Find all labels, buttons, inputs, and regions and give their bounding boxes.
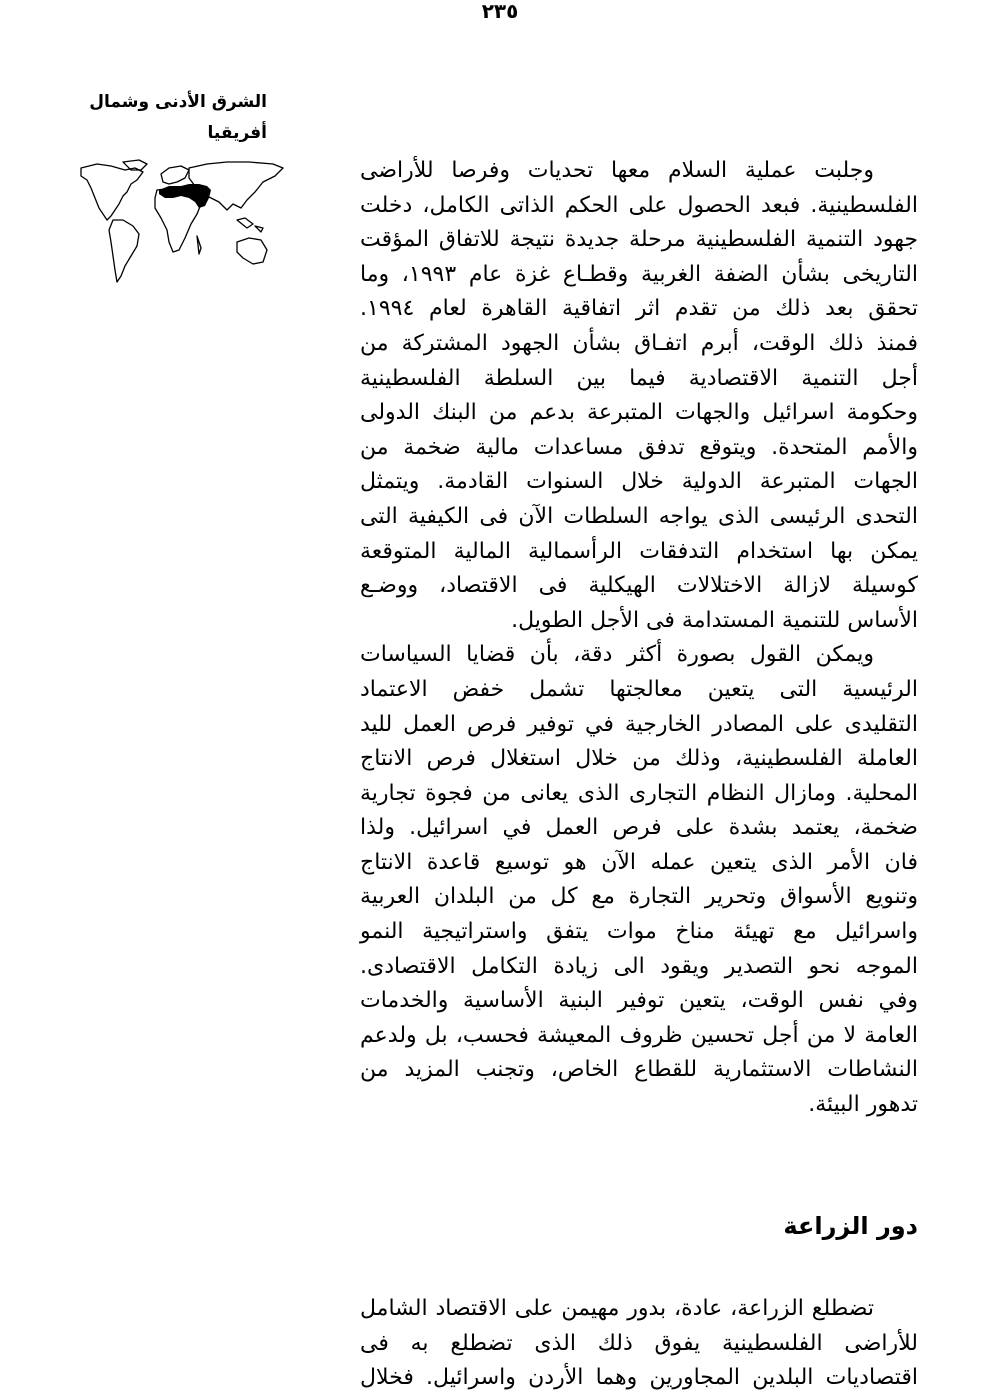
text-line: وتنويع الأسواق وتحرير التجارة مع كل من البلدان العربية bbox=[360, 884, 918, 910]
region-sidebar bbox=[65, 82, 285, 144]
text-line: ويمكن القول بصورة أكثر دقة، بأن قضايا السياسات bbox=[360, 642, 874, 668]
mena-highlight bbox=[159, 184, 211, 208]
main-text-column bbox=[360, 154, 918, 1123]
text-line: تدهور البيئة. bbox=[808, 1092, 918, 1118]
text-line: العاملة الفلسطينية، وذلك من خلال استغلال فرص الانتاج bbox=[360, 746, 918, 772]
text-line: للأراضى الفلسطينية يفوق ذلك الذى تضطلع به فى bbox=[360, 1330, 918, 1356]
text-line: النشاطات الاستثمارية للقطاع الخاص، وتجنب المزيد من bbox=[360, 1057, 918, 1083]
text-line: الأساس للتنمية المستدامة فى الأجل الطويل. bbox=[511, 607, 918, 633]
text-line: التقليدى على المصادر الخارجية في توفير فرص العمل لليد bbox=[360, 711, 918, 737]
australia-shape bbox=[237, 238, 267, 264]
text-line: الرئيسية التى يتعين معالجتها تشمل خفض الاعتماد bbox=[360, 676, 918, 702]
text-line: أجل التنمية الاقتصادية فيما بين السلطة الفلسطينية bbox=[360, 365, 918, 391]
text-line: المحلية. ومازال النظام التجارى الذى يعانى من فجوة تجارية bbox=[360, 780, 918, 806]
text-line: واسرائيل مع تهيئة مناخ موات يتفق واستراتيجية النمو bbox=[360, 919, 918, 945]
paragraph-3 bbox=[360, 1292, 918, 1396]
text-line: فان الأمر الذى يتعين عمله الآن هو توسيع قاعدة الانتاج bbox=[360, 849, 918, 875]
text-line: اقتصاديات البلدين المجاورين وهما الأردن واسرائيل. فخلال bbox=[360, 1365, 918, 1391]
text-line: فمنذ ذلك الوقت، أبرم اتفـاق بشأن الجهود المشتركة من bbox=[360, 330, 918, 356]
region-title-line2: أفريقيا bbox=[207, 123, 267, 143]
region-title-line1: الشرق الأدنى وشمال bbox=[89, 92, 267, 112]
text-line: والأمم المتحدة. ويتوقع تدفق مساعدات مالية ضخمة من bbox=[360, 434, 918, 460]
text-line: ضخمة، يعتمد بشدة على فرص العمل في اسرائيل. ولذا bbox=[360, 815, 918, 841]
south-america-shape bbox=[109, 220, 139, 282]
text-line: العامة لا من أجل تحسين ظروف المعيشة فحسب، بل ولدعم bbox=[360, 1022, 918, 1048]
islands-shape bbox=[197, 218, 263, 254]
page-number: ٢٣٥ bbox=[481, 0, 519, 23]
text-line: الفلسطينية. فبعد الحصول على الحكم الذاتى الكامل، دخلت bbox=[360, 192, 918, 218]
section-heading: دور الزراعة bbox=[783, 1212, 918, 1240]
text-line: وحكومة اسرائيل والجهات المتبرعة بدعم من البنك الدولى bbox=[360, 400, 918, 426]
text-line: كوسيلة لازالة الاختلالات الهيكلية فى الاقتصاد، ووضـع bbox=[360, 573, 918, 599]
text-line: الجهات المتبرعة الدولية خلال السنوات القادمة. ويتمثل bbox=[360, 469, 918, 495]
text-line: التاريخى بشأن الضفة الغربية وقطـاع غزة عام ١٩٩٣، وما bbox=[360, 261, 918, 287]
paragraph-1 bbox=[360, 154, 918, 638]
text-line: تحقق بعد ذلك من تقدم اثر اتفاقية القاهرة لعام ١٩٩٤. bbox=[360, 296, 918, 322]
paragraph-2 bbox=[360, 638, 918, 1122]
text-line: تضطلع الزراعة، عادة، بدور مهيمن على الاقتصاد الشامل bbox=[360, 1296, 874, 1321]
north-america-shape bbox=[81, 164, 143, 220]
europe-shape bbox=[161, 166, 189, 184]
text-line: جهود التنمية الفلسطينية مرحلة جديدة نتيجة للاتفاق المؤقت bbox=[360, 227, 918, 253]
text-line: يمكن بها استخدام التدفقات الرأسمالية المالية المتوقعة bbox=[360, 538, 918, 564]
text-line: الموجه نحو التصدير ويقود الى زيادة التكامل الاقتصادى. bbox=[360, 953, 918, 979]
text-line: وجلبت عملية السلام معها تحديات وفرصا للأراضى bbox=[360, 158, 874, 183]
text-line: التحدى الرئيسى الذى يواجه السلطات الآن فى الكيفية التى bbox=[360, 503, 918, 529]
text-line: وفي نفس الوقت، يتعين توفير البنية الأساسية والخدمات bbox=[360, 988, 918, 1014]
world-map-icon bbox=[77, 158, 287, 293]
